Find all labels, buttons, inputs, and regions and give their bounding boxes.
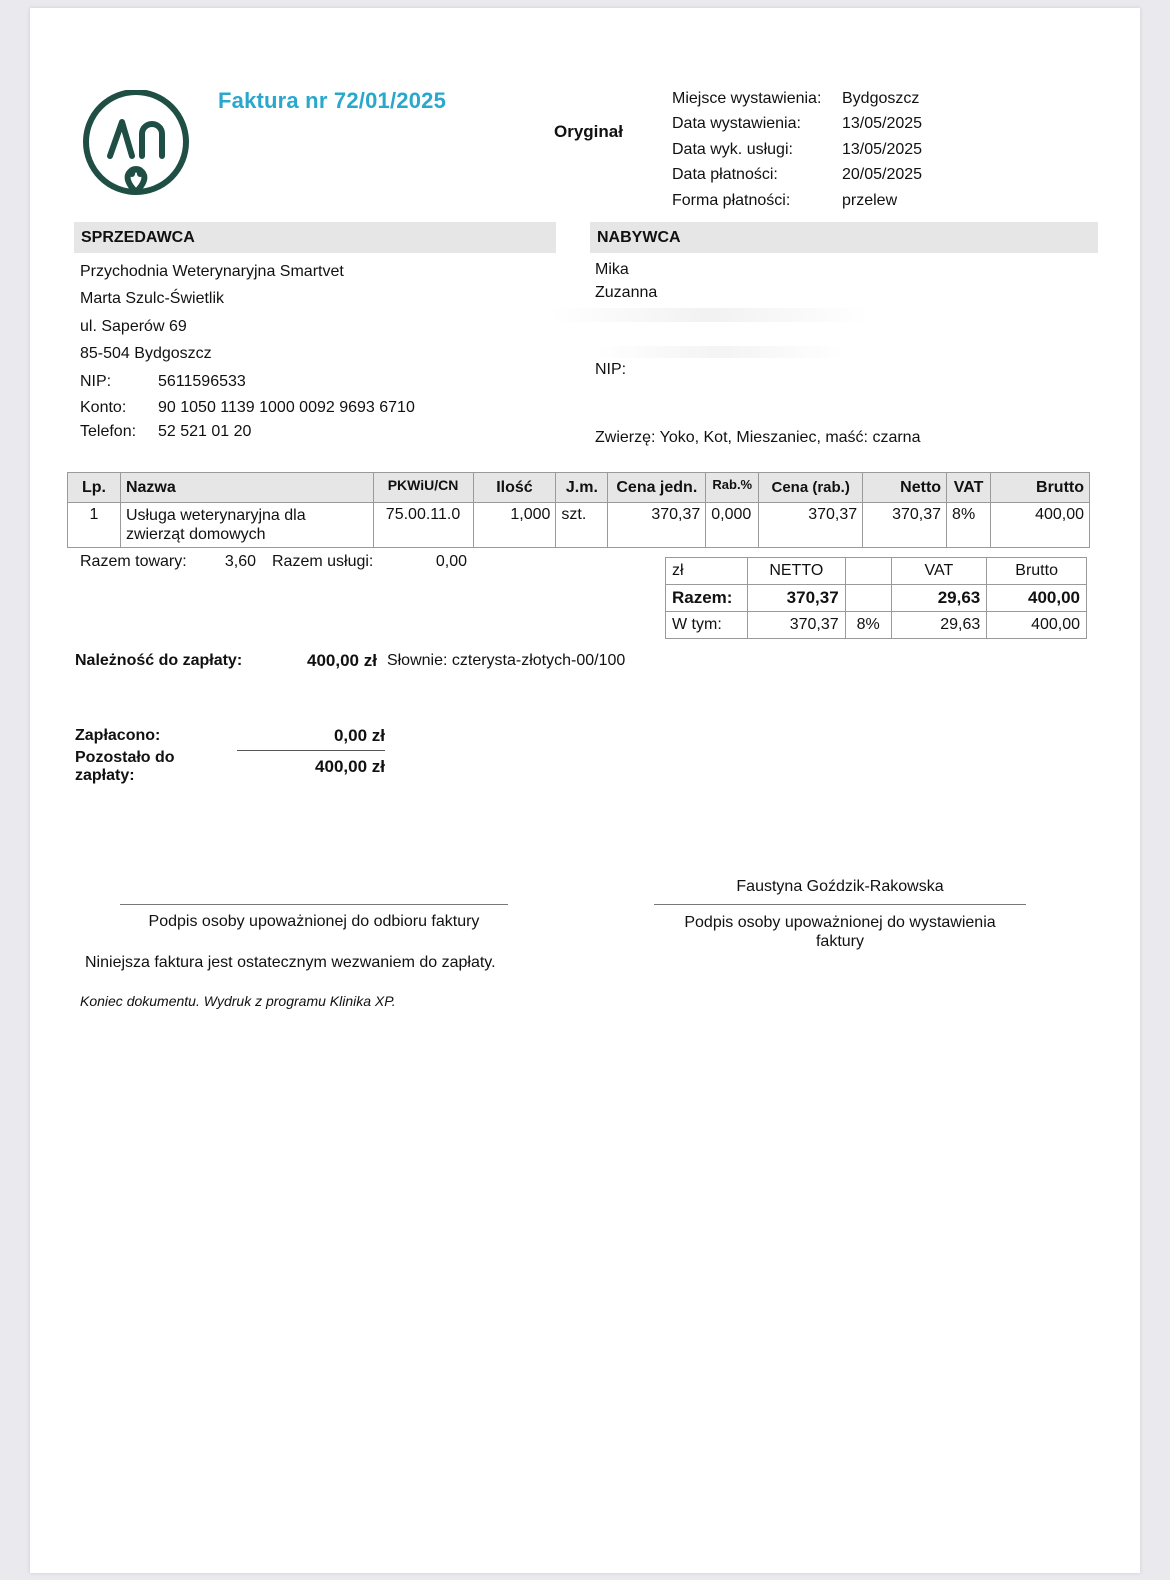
amount-due-label: Należność do zapłaty: [75, 652, 243, 669]
invoice-meta [672, 86, 922, 214]
final-notice: Niniejsza faktura jest ostatecznym wezwaniem do zapłaty. [85, 954, 496, 971]
seller-block [80, 258, 415, 444]
amount-due-value: 400,00 zł [307, 651, 377, 670]
meta-label: Data wyk. usługi: [672, 140, 793, 158]
meta-value: 13/05/2025 [842, 140, 923, 158]
col-pkwiu: PKWiU/CN [373, 473, 473, 503]
meta-row [672, 112, 922, 138]
cell-gross: 400,00 [991, 503, 1090, 548]
meta-label: Data wystawienia: [672, 115, 801, 133]
col-net: Netto [863, 473, 947, 503]
buyer-nip-label: NIP: [595, 361, 627, 378]
vat-breakdown-net: 370,37 [747, 612, 845, 639]
cell-qty: 1,000 [473, 503, 556, 548]
cell-vat: 8% [947, 503, 991, 548]
col-vat: VAT [947, 473, 991, 503]
seller-nip-row [80, 368, 415, 396]
remaining-row [75, 749, 385, 784]
vat-total-rate [845, 585, 891, 612]
col-unit-price: Cena jedn. [608, 473, 706, 503]
vat-breakdown-label: W tym: [666, 612, 748, 639]
seller-heading: SPRZEDAWCA [74, 222, 556, 253]
meta-value: Bydgoszcz [842, 89, 920, 107]
vat-total-label: Razem: [666, 585, 748, 612]
seller-city: 85-504 Bydgoszcz [80, 345, 212, 363]
items-table [67, 472, 1090, 548]
vat-summary-table [665, 557, 1087, 639]
col-qty: Ilość [473, 473, 556, 503]
cell-pkwiu: 75.00.11.0 [373, 503, 473, 548]
seller-account-row [80, 396, 415, 420]
seller-name: Przychodnia Weterynaryjna Smartvet [80, 262, 344, 280]
vat-breakdown-rate: 8% [845, 612, 891, 639]
col-unit: J.m. [556, 473, 608, 503]
seller-account-label: Konto: [80, 399, 127, 416]
seller-account: 90 1050 1139 1000 0092 9693 6710 [158, 399, 415, 416]
original-label: Oryginał [554, 122, 623, 141]
paid-label: Zapłacono: [75, 727, 161, 744]
vat-total-vat: 29,63 [891, 585, 987, 612]
receiver-signature-caption: Podpis osoby upoważnionej do odbioru faktury [148, 913, 480, 930]
meta-row [672, 137, 922, 163]
vat-total-gross: 400,00 [987, 585, 1087, 612]
col-discount: Rab.% [706, 473, 759, 503]
col-price-disc: Cena (rab.) [759, 473, 863, 503]
meta-label: Data płatności: [672, 166, 778, 184]
goods-label: Razem towary: [80, 553, 187, 570]
vat-col-currency: zł [666, 558, 748, 585]
vat-col-net: NETTO [747, 558, 845, 585]
cell-discount: 0,000 [706, 503, 759, 548]
seller-nip-label: NIP: [80, 373, 112, 390]
services-value: 0,00 [435, 553, 467, 570]
redacted-address [595, 346, 845, 358]
seller-nip: 5611596533 [158, 373, 246, 390]
issuer-signature-caption: Podpis osoby upoważnionej do wystawienia faktury [684, 914, 996, 950]
meta-label: Forma płatności: [672, 191, 791, 209]
clinic-logo-icon [80, 90, 192, 202]
sums-row [80, 553, 467, 571]
vat-col-gross: Brutto [987, 558, 1087, 585]
meta-value: 13/05/2025 [842, 115, 923, 133]
vat-col-rate [845, 558, 891, 585]
seller-phone-row [80, 420, 415, 444]
paid-row [75, 722, 385, 750]
col-gross: Brutto [991, 473, 1090, 503]
seller-phone-label: Telefon: [80, 423, 137, 440]
cell-unit: szt. [556, 503, 608, 548]
meta-row [672, 188, 922, 214]
meta-row [672, 163, 922, 189]
seller-owner: Marta Szulc-Świetlik [80, 290, 225, 308]
meta-value: 20/05/2025 [842, 166, 923, 184]
amount-due [75, 651, 625, 671]
cell-net: 370,37 [863, 503, 947, 548]
document-end-note: Koniec dokumentu. Wydruk z programu Klinika XP. [80, 993, 396, 1009]
invoice-title: Faktura nr 72/01/2025 [218, 88, 447, 113]
redacted-address [550, 308, 870, 322]
vat-total-row [666, 585, 1087, 612]
meta-row [672, 86, 922, 112]
seller-phone: 52 521 01 20 [158, 423, 252, 440]
cell-unit-price: 370,37 [608, 503, 706, 548]
services-label: Razem usługi: [272, 553, 374, 570]
receiver-signature-line [120, 904, 508, 905]
goods-value: 3,60 [224, 553, 256, 570]
cell-name: Usługa weterynaryjna dla zwierząt domowych [120, 503, 373, 548]
issuer-signature-line [654, 904, 1026, 905]
col-name: Nazwa [120, 473, 373, 503]
meta-value: przelew [842, 191, 898, 209]
meta-label: Miejsce wystawienia: [672, 89, 822, 107]
vat-header-row [666, 558, 1087, 585]
amount-due-words: Słownie: czterysta-złotych-00/100 [386, 652, 626, 669]
issuer-name: Faustyna Goździk-Rakowska [736, 878, 944, 895]
vat-breakdown-gross: 400,00 [987, 612, 1087, 639]
cell-lp: 1 [68, 503, 121, 548]
invoice-page [30, 8, 1140, 1573]
seller-street: ul. Saperów 69 [80, 317, 187, 335]
vat-total-net: 370,37 [747, 585, 845, 612]
buyer-heading: NABYWCA [590, 222, 1098, 253]
remaining-value: 400,00 zł [315, 757, 385, 776]
remaining-label: Pozostało do zapłaty: [75, 749, 175, 784]
table-row [68, 503, 1090, 548]
vat-breakdown-row [666, 612, 1087, 639]
cell-price-disc: 370,37 [759, 503, 863, 548]
vat-col-vat: VAT [891, 558, 987, 585]
paid-value: 0,00 zł [333, 726, 385, 745]
items-header-row [68, 473, 1090, 503]
col-lp: Lp. [68, 473, 121, 503]
animal-info: Zwierzę: Yoko, Kot, Mieszaniec, maść: czarna [595, 429, 921, 446]
payment-status [75, 722, 385, 784]
vat-breakdown-vat: 29,63 [891, 612, 987, 639]
buyer-block [595, 258, 657, 304]
buyer-first-name: Mika [595, 260, 629, 278]
buyer-last-name: Zuzanna [595, 283, 658, 301]
